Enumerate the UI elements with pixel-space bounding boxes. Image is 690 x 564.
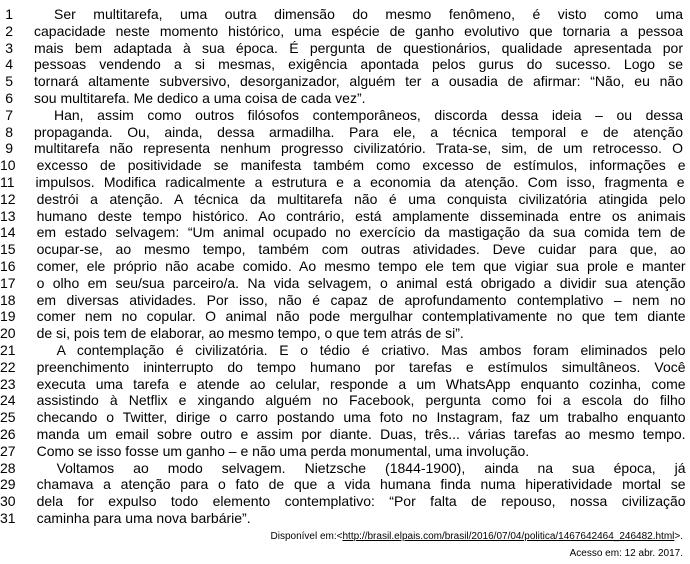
- line-text: mais bem adaptada à sua época. É pergunta de questionários, qualidade apresentada por: [34, 39, 683, 56]
- line-number: 16: [0, 257, 16, 274]
- text-line: [0, 191, 690, 208]
- line-text: ocupar-se, ao mesmo tempo, também com outras atividades. Deve cuidar para que, ao: [36, 241, 686, 258]
- line-number: 6: [5, 89, 13, 106]
- line-number: 14: [0, 224, 16, 241]
- text-line: [0, 376, 690, 393]
- line-text: em estado selvagem: “Um animal ocupado no exercício da mastigação da sua comida tem de: [36, 224, 686, 241]
- line-number: 1: [5, 6, 13, 22]
- line-number: 31: [0, 509, 16, 526]
- text-line: [0, 308, 690, 325]
- line-text: manda um email sobre outro e assim por diante. Duas, três... várias tarefas ao mesmo tempo.: [36, 425, 686, 442]
- text-line: [0, 325, 690, 342]
- line-text: assistindo à Netflix e xingando alguém no Facebook, pergunta como foi a escola do filho: [36, 392, 686, 409]
- line-text: capacidade neste momento histórico, uma espécie de ganho evolutivo que tornaria a pessoa: [34, 22, 683, 39]
- text-line: [0, 342, 690, 359]
- text-line: [0, 292, 690, 309]
- line-text: chamava a atenção para o fato de que a vida humana finda numa hiperatividade mortal se: [36, 476, 686, 493]
- line-text: pessoas vendendo a si mesmas, exigência apontada pelos gurus do sucesso. Logo se: [34, 56, 683, 73]
- line-text: impulsos. Modifica radicalmente a estrutura e a economia da atenção. Com isso, fragmenta e: [35, 173, 685, 190]
- line-text: preenchimento ininterrupto do tempo humano por tarefas e estímulos simultâneos. Você: [36, 358, 686, 375]
- text-line: [0, 224, 690, 241]
- line-text: dela for expulso todo elemento contemplativo: “Por falta de repouso, nossa civilização: [36, 493, 686, 510]
- source-suffix: >.: [674, 530, 683, 542]
- text-line: [0, 460, 690, 477]
- line-text: o olho em seu/sua parceiro/a. Na vida selvagem, o animal está obrigado a dividir sua atenção: [36, 274, 686, 291]
- line-text: propaganda. Ou, ainda, dessa armadilha. Para ele, a técnica temporal e de atenção: [34, 123, 683, 140]
- line-number: 26: [0, 425, 16, 442]
- text-line: [0, 241, 690, 258]
- line-number: 4: [5, 56, 13, 73]
- line-text: de si, pois tem de elaborar, ao mesmo tempo, o que tem atrás de si”.: [36, 325, 464, 342]
- text-line: [0, 124, 690, 141]
- line-number: 23: [0, 375, 16, 392]
- line-number: 24: [0, 392, 16, 409]
- line-number: 8: [5, 123, 13, 140]
- text-line: [0, 40, 690, 57]
- line-number: 25: [0, 409, 16, 426]
- text-line: [0, 426, 690, 443]
- text-line: [0, 510, 690, 527]
- line-text: excesso de positividade se manifesta também como excesso de estímulos, informações e: [36, 157, 686, 174]
- text-line: [0, 443, 690, 460]
- text-line: [0, 56, 690, 73]
- text-line: [0, 359, 690, 376]
- line-number: 28: [0, 459, 16, 476]
- line-text: A contemplação é civilizatória. E o tédio é criativo. Mas ambos foram eliminados pelo: [56, 341, 686, 358]
- line-text: destrói a atenção. A técnica da multitarefa não é uma conquista civilizatória atingida pelo: [36, 190, 686, 207]
- text-line: [0, 392, 690, 409]
- text-line: [0, 23, 690, 40]
- line-number: 11: [0, 173, 15, 190]
- line-number: 5: [5, 73, 13, 90]
- line-text: executa uma tarefa e atende ao celular, responde a um WhatsApp enquanto cozinha, come: [36, 375, 686, 392]
- source-prefix: Disponível em:<: [270, 530, 343, 542]
- line-number: 29: [0, 476, 16, 493]
- line-number: 18: [0, 291, 16, 308]
- line-number: 7: [5, 106, 13, 123]
- text-line: [0, 140, 690, 157]
- line-number: 2: [5, 22, 13, 39]
- text-line: [0, 107, 690, 124]
- text-line: [0, 208, 690, 225]
- line-number: 3: [5, 39, 13, 56]
- text-line: [0, 90, 690, 107]
- source-url[interactable]: http://brasil.elpais.com/brasil/2016/07/04/politica/1467642464_246482.html: [342, 530, 675, 542]
- line-text: em diversas atividades. Por isso, não é capaz de aprofundamento contemplativo – nem no: [36, 291, 686, 308]
- line-text: Voltamos ao modo selvagem. Nietzsche (1844-1900), ainda na sua época, já: [56, 459, 686, 476]
- text-line: [0, 73, 690, 90]
- line-text: Han, assim como outros filósofos contemporâneos, discorda dessa ideia – ou dessa: [54, 106, 683, 123]
- line-number: 27: [0, 442, 16, 459]
- text-line: [0, 476, 690, 493]
- line-number: 17: [0, 274, 16, 291]
- line-text: Como se isso fosse um ganho – e não uma perda monumental, uma involução.: [36, 442, 530, 459]
- line-number: 20: [0, 325, 16, 342]
- text-lines: [0, 6, 690, 527]
- text-line: [0, 409, 690, 426]
- text-line: [0, 174, 690, 191]
- line-number: 21: [0, 341, 16, 358]
- line-number: 30: [0, 493, 16, 510]
- source-citation: [0, 530, 690, 543]
- line-text: comer nem no copular. O animal não pode mergulhar contemplativamente no que tem diante: [36, 308, 686, 325]
- text-line: [0, 157, 690, 174]
- line-number: 22: [0, 358, 16, 375]
- line-text: sou multitarefa. Me dedico a uma coisa de cada vez”.: [34, 89, 366, 106]
- text-line: [0, 275, 690, 292]
- line-number: 19: [0, 308, 16, 325]
- line-text: Ser multitarefa, uma outra dimensão do mesmo fenômeno, é visto como uma: [54, 6, 683, 22]
- line-number: 12: [0, 190, 16, 207]
- access-date: Acesso em: 12 abr. 2017.: [569, 547, 683, 559]
- text-line: [0, 493, 690, 510]
- line-text: humano deste tempo histórico. Ao contrário, está amplamente disseminada entre os animais: [36, 207, 686, 224]
- line-number: 10: [0, 157, 16, 174]
- line-text: checando o Twitter, dirige o carro postando uma foto no Instagram, faz um trabalho enquanto: [36, 409, 686, 426]
- line-text: tornará altamente subversivo, desorganizador, alguém ter a ousadia de afirmar: “Não, eu não: [34, 73, 683, 90]
- line-text: comer, ele próprio não acabe comido. Ao mesmo tempo ele tem que vigiar sua prole e manter: [36, 257, 686, 274]
- line-number: 15: [0, 241, 16, 258]
- text-line: [0, 6, 690, 23]
- line-number: 9: [5, 140, 13, 157]
- line-number: 13: [0, 207, 16, 224]
- text-line: [0, 258, 690, 275]
- line-text: caminha para uma nova barbárie”.: [36, 509, 251, 526]
- line-text: multitarefa não representa nenhum progresso civilizatório. Trata-se, sim, de um retrocesso. O: [34, 140, 683, 157]
